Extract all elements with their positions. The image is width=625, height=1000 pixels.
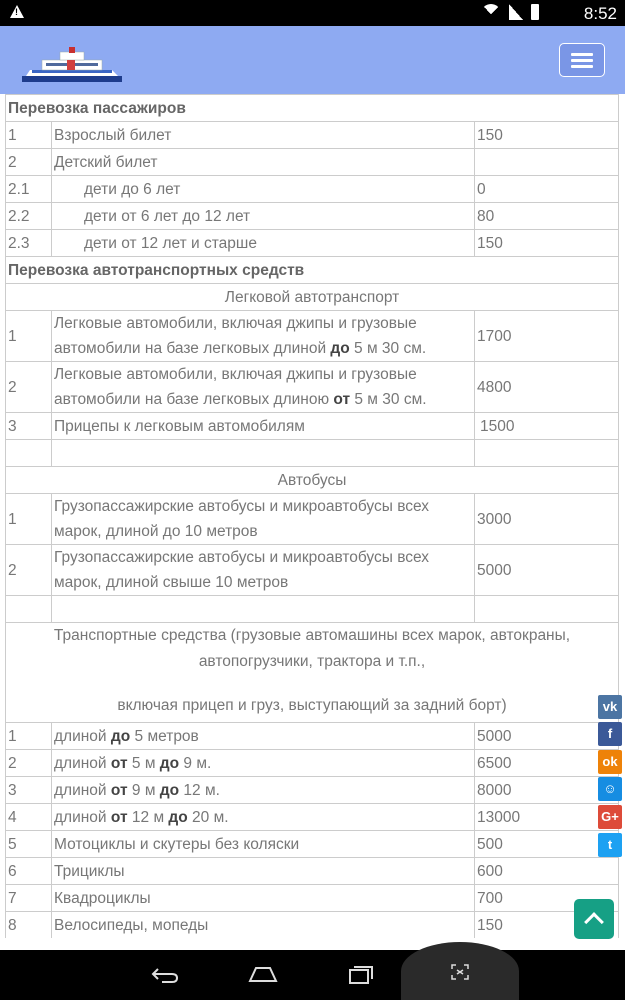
table-row <box>6 885 619 912</box>
row-number: 2.2 <box>6 203 52 230</box>
row-price: 5000 <box>474 545 618 596</box>
row-price: 150 <box>474 230 618 257</box>
row-price: 80 <box>474 203 618 230</box>
row-number: 1 <box>6 494 52 545</box>
google-plus-share-button[interactable]: G+ <box>598 805 622 829</box>
status-bar <box>0 0 625 26</box>
odnoklassniki-share-button[interactable]: ok <box>598 750 622 774</box>
table-row <box>6 176 619 203</box>
row-price: 1700 <box>474 311 618 362</box>
row-name: Легковые автомобили, включая джипы и грузовые автомобили на базе легковых длиной до 5 м 30 см. <box>52 311 475 362</box>
row-number: 2.3 <box>6 230 52 257</box>
row-price: 4800 <box>474 362 618 413</box>
row-name: дети от 12 лет и старше <box>52 230 475 257</box>
row-number: 5 <box>6 831 52 858</box>
table-row <box>6 203 619 230</box>
wifi-icon <box>481 4 501 20</box>
twitter-share-button[interactable]: t <box>598 833 622 857</box>
menu-button[interactable] <box>559 43 605 77</box>
table-row <box>6 413 619 440</box>
table-row <box>6 122 619 149</box>
row-number: 7 <box>6 885 52 912</box>
row-number: 4 <box>6 804 52 831</box>
subsection-buses <box>6 467 619 494</box>
row-price: 500 <box>474 831 618 858</box>
table-row <box>6 777 619 804</box>
subsection-cars <box>6 284 619 311</box>
subsection-title: Транспортные средства (грузовые автомашины всех марок, автокраны, автопогрузчики, трактора и т.п., включая прицеп и груз, выступающий за задний борт) <box>6 623 619 723</box>
row-number: 2.1 <box>6 176 52 203</box>
back-icon[interactable] <box>150 965 180 985</box>
row-number: 2 <box>6 750 52 777</box>
screenshot-button[interactable] <box>401 942 519 1000</box>
table-row <box>6 912 619 939</box>
row-number: 6 <box>6 858 52 885</box>
row-number: 1 <box>6 122 52 149</box>
row-number: 3 <box>6 777 52 804</box>
row-price: 3000 <box>474 494 618 545</box>
row-number: 1 <box>6 311 52 362</box>
row-number: 2 <box>6 362 52 413</box>
row-name: дети до 6 лет <box>52 176 475 203</box>
signal-icon <box>509 4 523 20</box>
table-row <box>6 750 619 777</box>
row-name: длиной от 9 м до 12 м. <box>52 777 475 804</box>
table-row <box>6 858 619 885</box>
row-price: 600 <box>474 858 618 885</box>
row-price: 150 <box>474 912 618 939</box>
moimir-share-button[interactable]: ☺ <box>598 777 622 801</box>
row-name: Грузопассажирские автобусы и микроавтобусы всех марок, длиной свыше 10 метров <box>52 545 475 596</box>
table-row <box>6 362 619 413</box>
row-price <box>474 149 618 176</box>
warning-icon <box>10 5 24 18</box>
table-row <box>6 804 619 831</box>
scroll-to-top-button[interactable] <box>574 899 614 939</box>
table-row-empty <box>6 440 619 467</box>
clock: 8:52 <box>583 4 617 23</box>
table-row <box>6 230 619 257</box>
subsection-trucks <box>6 623 619 723</box>
row-price: 150 <box>474 122 618 149</box>
row-price: 1500 <box>474 413 618 440</box>
section-title: Перевозка автотранспортных средств <box>6 257 619 284</box>
row-name: Прицепы к легковым автомобилям <box>52 413 475 440</box>
site-header <box>0 26 625 94</box>
row-name: длиной до 5 метров <box>52 723 475 750</box>
row-name: Мотоциклы и скутеры без коляски <box>52 831 475 858</box>
home-icon[interactable] <box>248 965 278 983</box>
row-number: 3 <box>6 413 52 440</box>
row-name: Квадроциклы <box>52 885 475 912</box>
row-price: 13000 <box>474 804 618 831</box>
row-name: Велосипеды, мопеды <box>52 912 475 939</box>
section-vehicles <box>6 257 619 284</box>
table-row <box>6 311 619 362</box>
table-row <box>6 831 619 858</box>
row-name: Детский билет <box>52 149 475 176</box>
row-price: 6500 <box>474 750 618 777</box>
table-row <box>6 545 619 596</box>
row-name: Взрослый билет <box>52 122 475 149</box>
section-passengers <box>6 95 619 122</box>
row-price: 8000 <box>474 777 618 804</box>
screenshot-icon <box>451 964 469 980</box>
row-name: дети от 6 лет до 12 лет <box>52 203 475 230</box>
table-row <box>6 149 619 176</box>
android-nav-bar <box>0 950 625 1000</box>
row-price: 0 <box>474 176 618 203</box>
row-number: 2 <box>6 149 52 176</box>
recent-apps-icon[interactable] <box>348 965 374 985</box>
table-row <box>6 723 619 750</box>
row-name: длиной от 12 м до 20 м. <box>52 804 475 831</box>
row-name: Легковые автомобили, включая джипы и грузовые автомобили на базе легковых длиною от 5 м 30 см. <box>52 362 475 413</box>
row-number: 2 <box>6 545 52 596</box>
subsection-title: Легковой автотранспорт <box>6 284 619 311</box>
vk-share-button[interactable]: vk <box>598 695 622 719</box>
battery-icon <box>531 4 539 20</box>
row-name: Трициклы <box>52 858 475 885</box>
row-price: 5000 <box>474 723 618 750</box>
section-title: Перевозка пассажиров <box>6 95 619 122</box>
hamburger-icon <box>571 53 593 56</box>
row-price: 700 <box>474 885 618 912</box>
price-table <box>5 94 619 938</box>
row-name: длиной от 5 м до 9 м. <box>52 750 475 777</box>
row-number: 1 <box>6 723 52 750</box>
ferry-logo[interactable] <box>22 46 122 86</box>
subsection-title: Автобусы <box>6 467 619 494</box>
price-table-container[interactable] <box>5 94 619 938</box>
row-number: 8 <box>6 912 52 939</box>
table-row-empty <box>6 596 619 623</box>
row-name: Грузопассажирские автобусы и микроавтобусы всех марок, длиной до 10 метров <box>52 494 475 545</box>
facebook-share-button[interactable]: f <box>598 722 622 746</box>
table-row <box>6 494 619 545</box>
